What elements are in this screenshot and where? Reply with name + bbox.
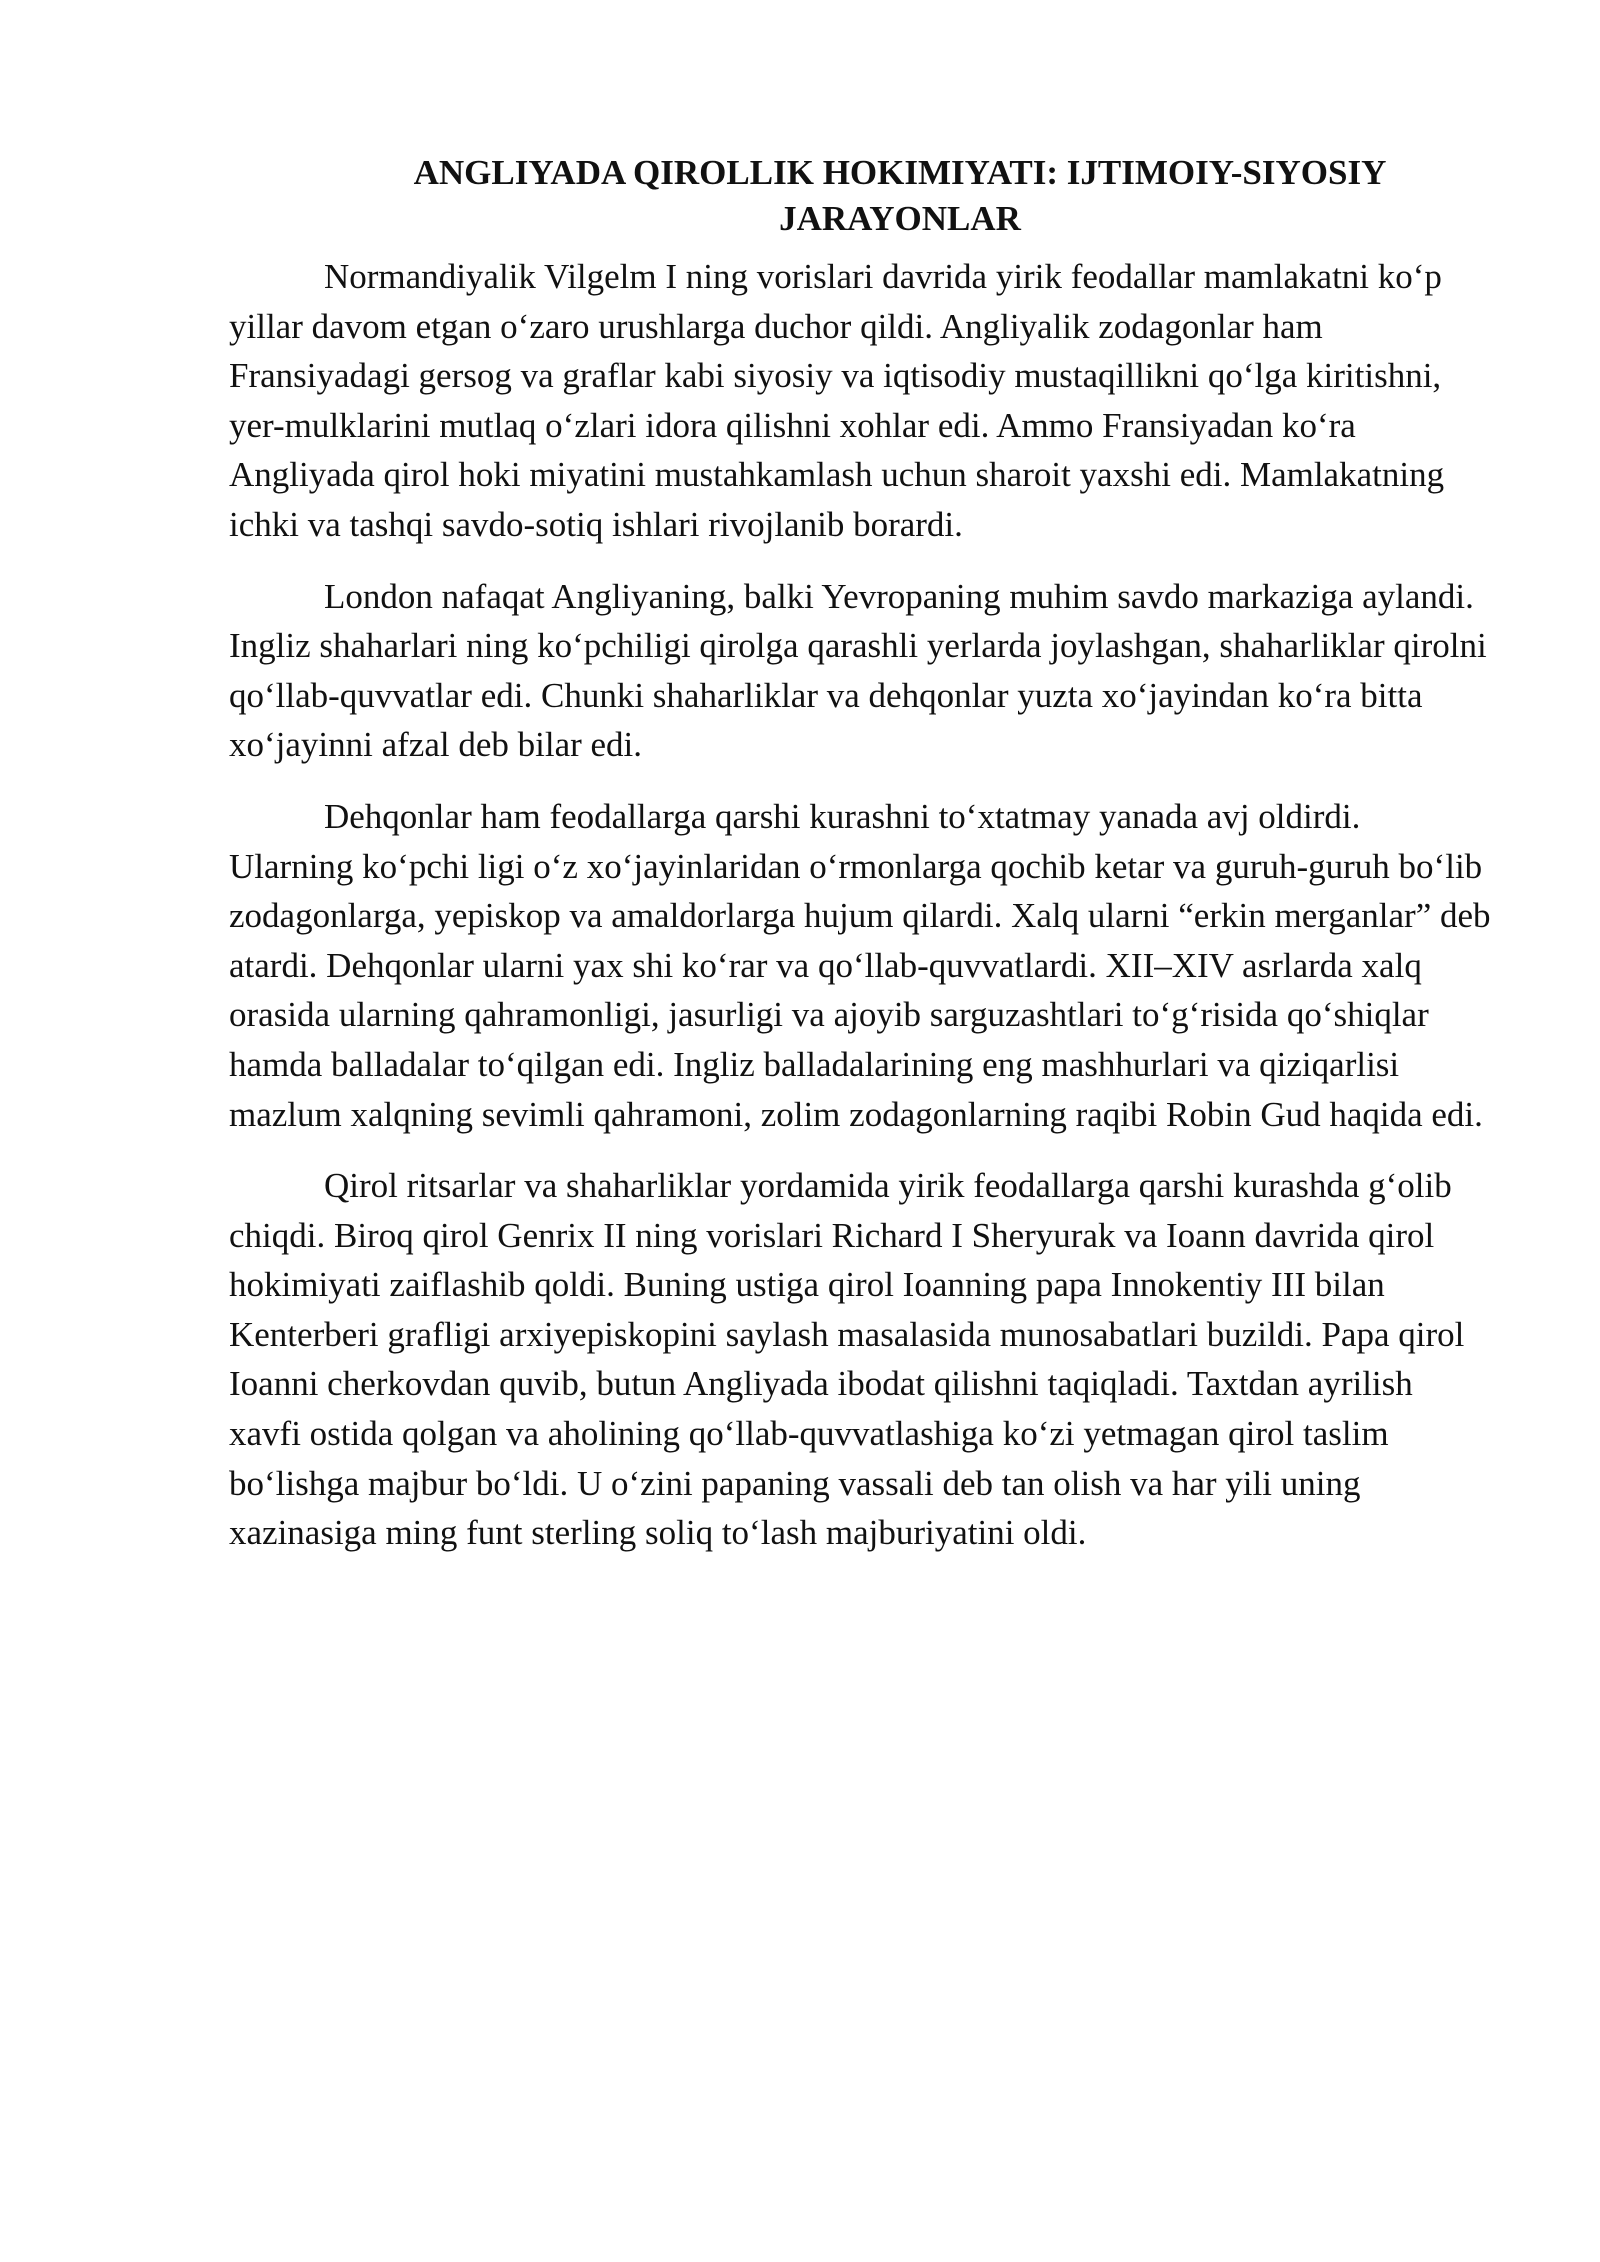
paragraph-1: Normandiyalik Vilgelm I ning vorislari davrida yirik feodallar mamlakatni ko‘p yillar davom etgan o‘zaro urushlarga duchor qildi. Angliyalik zodagonlar ham Fransiyadagi gersog va graflar kabi siyosiy va iqtisodiy mustaqillikni qo‘lga kiritishni, yer-mulklarini mutlaq o‘zlari idora qilishni xohlar edi. Ammo Fransiyadan ko‘ra Angliyada qirol hoki miyatini mustahkamlash uchun sharoit yaxshi edi. Mamlakatning ichki va tashqi savdo-sotiq ishlari rivojlanib borardi. — [229, 257, 1445, 544]
paragraph-3: Dehqonlar ham feodallarga qarshi kurashni to‘xtatmay yanada avj oldirdi. Ularning ko‘pchi ligi o‘z xo‘jayinlaridan o‘rmonlarga qochib ketar va guruh-guruh bo‘lib zodagonlarga, yepiskop va amaldorlarga hujum qilardi. Xalq ularni “erkin merganlar” deb atardi. Dehqonlar ularni yax shi ko‘rar va qo‘llab-quvvatlardi. XII–XIV asrlarda xalq orasida ularning qahramonligi, jasurligi va ajoyib sarguzashtlari to‘g‘risida qo‘shiqlar hamda balladalar to‘qilgan edi. Ingliz balladalarining eng mashhurlari va qiziqarlisi mazlum xalqning sevimli qahramoni, zolim zodagonlarning raqibi Robin Gud haqida edi. — [229, 796, 1491, 1134]
document-body — [229, 150, 1491, 1580]
paragraph-2: London nafaqat Angliyaning, balki Yevropaning muhim savdo markaziga aylandi. Ingliz shaharlari ning ko‘pchiligi qirolga qarashli yerlarda joylashgan, shaharliklar qirolni qo‘llab-quvvatlar edi. Chunki shaharliklar va dehqonlar yuzta xo‘jayindan ko‘ra bitta xo‘jayinni afzal deb bilar edi. — [229, 576, 1487, 765]
title-line-2: JARAYONLAR — [779, 199, 1021, 238]
title-line-1: ANGLIYADA QIROLLIK HOKIMIYATI: IJTIMOIY-SIYOSIY — [413, 153, 1387, 192]
paragraph-4: Qirol ritsarlar va shaharliklar yordamida yirik feodallarga qarshi kurashda g‘olib chiqdi. Biroq qirol Genrix II ning vorislari Richard I Sheryurak va Ioann davrida qirol hokimiyati zaiflashib qoldi. Buning ustiga qirol Ioanning papa Innokentiy III bilan Kenterberi grafligi arxiyepiskopini saylash masalasida munosabatlari buzildi. Papa qirol Ioanni cherkovdan quvib, butun Angliyada ibodat qilishni taqiqladi. Taxtdan ayrilish xavfi ostida qolgan va aholining qo‘llab-quvvatlashiga ko‘zi yetmagan qirol taslim bo‘lishga majbur bo‘ldi. U o‘zini papaning vassali deb tan olish va har yili uning xazinasiga ming funt sterling soliq to‘lash majburiyatini oldi. — [229, 1166, 1465, 1553]
document-title — [229, 150, 1491, 242]
